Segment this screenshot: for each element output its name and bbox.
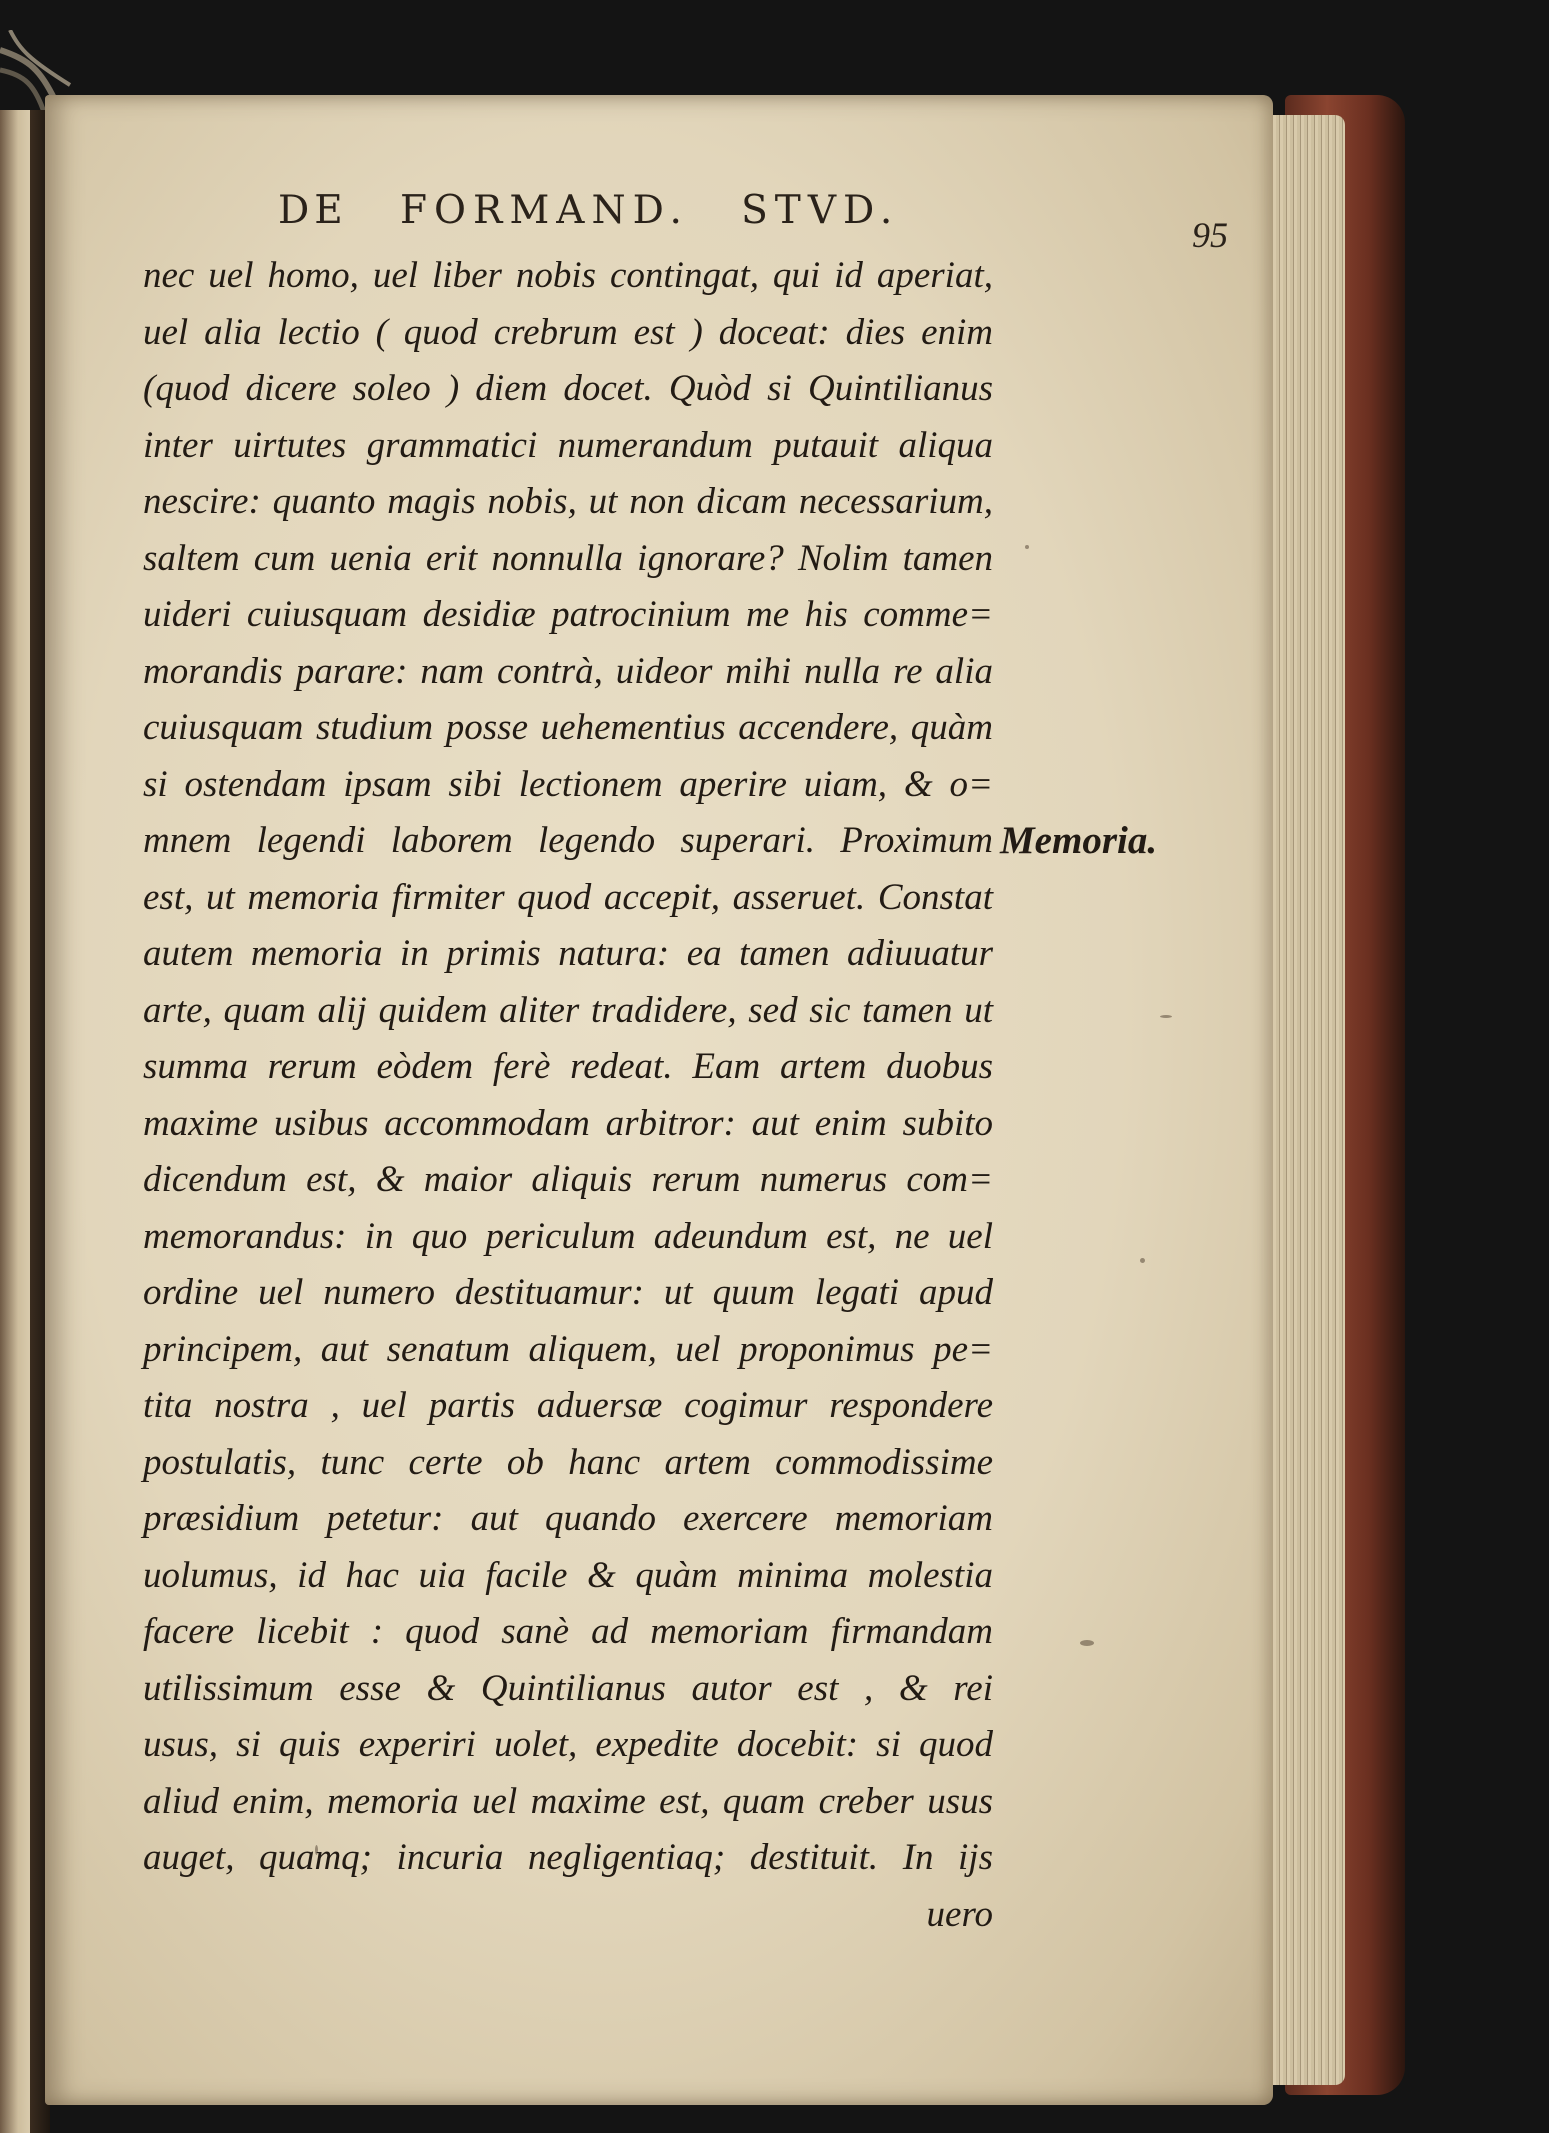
paper-speck <box>1140 1258 1145 1263</box>
header-word: FORMAND. <box>399 188 689 233</box>
text-line: cuiusquam studium posse uehementius accendere, quàm <box>143 707 993 748</box>
text-line: nec uel homo, uel liber nobis contingat, qui id aperiat, <box>143 255 993 296</box>
text-line: nescire: quanto magis nobis, ut non dicam necessarium, <box>143 481 993 522</box>
text-line: aliud enim, memoria uel maxime est, quam creber usus <box>143 1780 993 1822</box>
text-line: præsidium petetur: aut quando exercere memoriam <box>143 1498 993 1539</box>
text-line: uel alia lectio ( quod crebrum est ) doceat: dies enim <box>143 311 993 353</box>
catchword: uero <box>926 1893 993 1935</box>
text-line: saltem cum uenia erit nonnulla ignorare? Nolim tamen <box>143 537 993 579</box>
marginal-note: Memoria. <box>1000 819 1158 862</box>
header-word: STVD. <box>741 188 900 233</box>
text-line: principem, aut senatum aliquem, uel proponimus pe= <box>143 1328 993 1370</box>
text-line: uolumus, id hac uia facile & quàm minima molestia <box>143 1554 993 1596</box>
text-line: est, ut memoria firmiter quod accepit, asseruet. Constat <box>143 876 993 918</box>
text-line: ordine uel numero destituamur: ut quum legati apud <box>143 1272 993 1313</box>
text-line: uideri cuiusquam desidiæ patrocinium me his comme= <box>143 594 993 635</box>
header-word: DE <box>278 188 348 233</box>
text-line: maxime usibus accommodam arbitror: aut enim subito <box>143 1102 993 1144</box>
body-text <box>143 248 993 1943</box>
text-line: tita nostra , uel partis aduersæ cogimur respondere <box>143 1385 993 1426</box>
text-line: memorandus: in quo periculum adeundum est, ne uel <box>143 1215 993 1257</box>
text-line: auget, quamq; incuria negligentiaq; destituit. In ijs <box>143 1837 993 1878</box>
text-line: morandis parare: nam contrà, uideor mihi nulla re alia <box>143 650 993 692</box>
text-line: utilissimum esse & Quintilianus autor est , & rei <box>143 1667 993 1709</box>
text-line: postulatis, tunc certe ob hanc artem commodissime <box>143 1441 993 1483</box>
left-page-edge <box>0 110 30 2133</box>
text-line: inter uirtutes grammatici numerandum putauit aliqua <box>143 424 993 466</box>
text-line: arte, quam alij quidem aliter tradidere, sed sic tamen ut <box>143 989 993 1031</box>
text-line: (quod dicere soleo ) diem docet. Quòd si Quintilianus <box>143 368 993 409</box>
text-line: autem memoria in primis natura: ea tamen adiuuatur <box>143 933 993 974</box>
text-line: dicendum est, & maior aliquis rerum numerus com= <box>143 1159 993 1200</box>
page-number: 95 <box>1192 215 1228 255</box>
paper-speck <box>1160 1015 1172 1018</box>
text-line: mnem legendi laborem legendo superari. Proximum <box>143 820 993 861</box>
paper-speck <box>1025 545 1029 549</box>
text-line: summa rerum eòdem ferè redeat. Eam artem duobus <box>143 1046 993 1087</box>
text-line: facere licebit : quod sanè ad memoriam firmandam <box>143 1611 993 1652</box>
paper-speck <box>1080 1640 1094 1646</box>
running-header <box>278 188 899 233</box>
text-line: si ostendam ipsam sibi lectionem aperire uiam, & o= <box>143 763 993 805</box>
text-line: usus, si quis experiri uolet, expedite docebit: si quod <box>143 1724 993 1765</box>
